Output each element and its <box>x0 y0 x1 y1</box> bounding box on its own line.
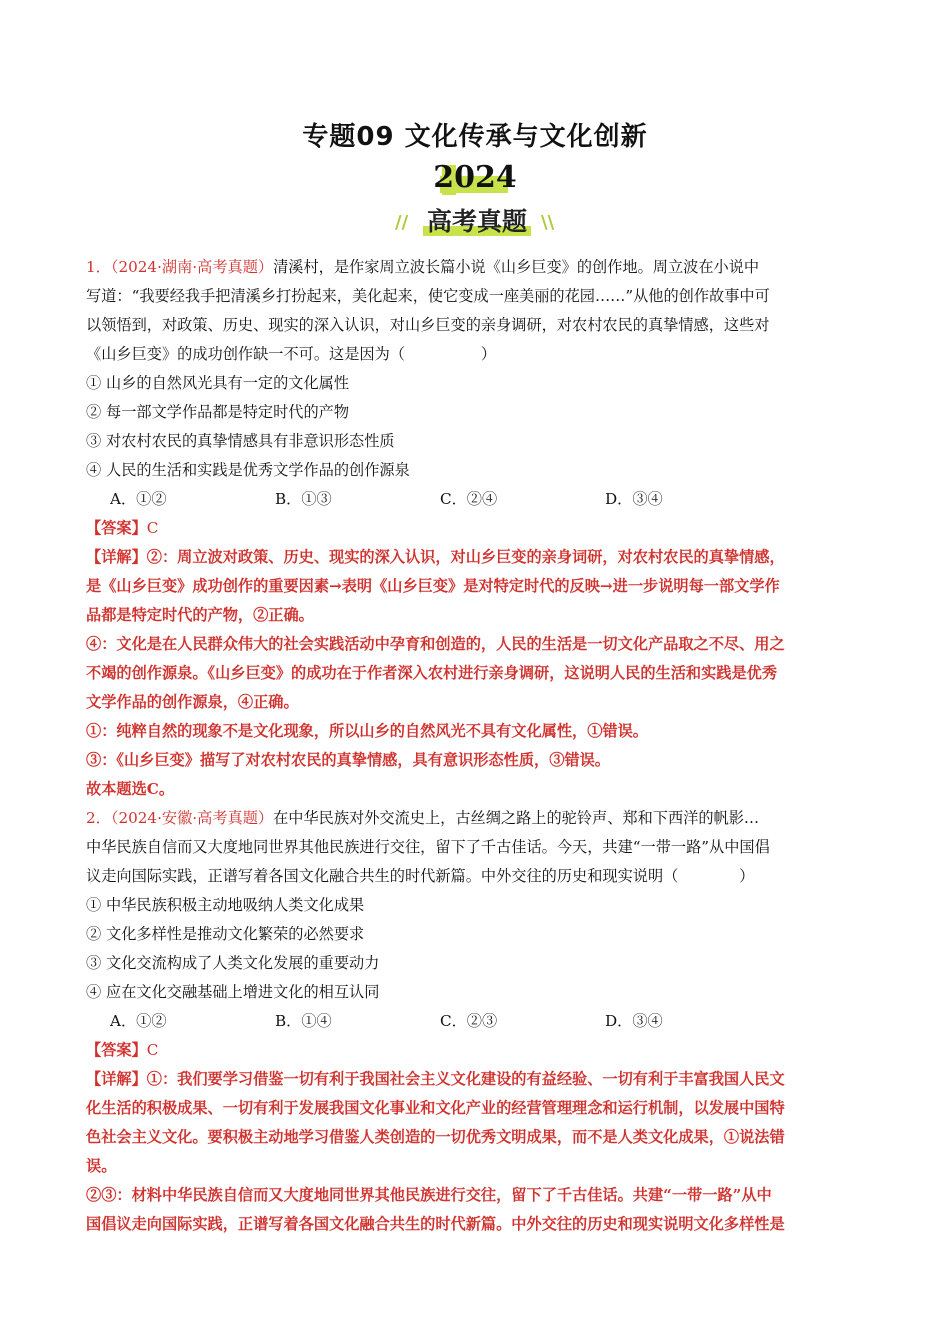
detail-text: ①：我们要学习借鉴一切有利于我国社会主义文化建设的有益经验、一切有利于丰富我国人民文 <box>146 1070 785 1088</box>
detail-label: 【详解】 <box>86 548 147 566</box>
detail-line: 是《山乡巨变》成功创作的重要因素→表明《山乡巨变》是对特定时代的反映→进一步说明每一部文学作 <box>86 577 780 595</box>
stem-line: 中华民族自信而又大度地同世界其他民族进行交往，留下了千古佳话。今天，共建“一带一路”从中国倡 <box>86 838 770 856</box>
detail-line: 文学作品的创作源泉，④正确。 <box>86 693 299 711</box>
section-banner <box>393 204 561 238</box>
option-a: A．①② <box>110 1012 167 1030</box>
answer-options <box>86 1007 862 1036</box>
question-1-stem <box>86 253 862 282</box>
detail-line: ①：纯粹自然的现象不是文化现象，所以山乡的自然风光不具有文化属性，①错误。 <box>86 722 648 740</box>
answer-value: C <box>146 519 159 537</box>
question-number: 1． <box>86 258 111 276</box>
detail-line: 误。 <box>86 1157 117 1175</box>
questions-content <box>86 253 862 1239</box>
detail-line: 不竭的创作源泉。《山乡巨变》的成功在于作者深入农村进行亲身调研，这说明人民的生活和实践是优秀 <box>86 664 778 682</box>
answer-label: 【答案】 <box>86 519 147 537</box>
detail-line: 品都是特定时代的产物，②正确。 <box>86 606 314 624</box>
statement-item: ② 文化多样性是推动文化繁荣的必然要求 <box>86 925 365 943</box>
stem-line: 写道：“我要经我手把清溪乡打扮起来，美化起来，使它变成一座美丽的花园……”从他的创作故事中可 <box>86 287 770 305</box>
answer-label: 【答案】 <box>86 1041 147 1059</box>
answer-options <box>86 485 862 514</box>
detail-label: 【详解】 <box>86 1070 147 1088</box>
detail-line: 国倡议走向国际实践，正谱写着各国文化融合共生的时代新篇。中外交往的历史和现实说明文化多样性是 <box>86 1215 785 1233</box>
year-heading <box>0 160 950 200</box>
banner-text: 高考真题 <box>426 207 527 236</box>
stem-line: 清溪村，是作家周立波长篇小说《山乡巨变》的创作地。周立波在小说中 <box>273 258 760 276</box>
detail-line: 色社会主义文化。要积极主动地学习借鉴人类创造的一切优秀文明成果，而不是人类文化成果，①说法错 <box>86 1128 785 1146</box>
stem-line: 议走向国际实践，正谱写着各国文化融合共生的时代新篇。中外交往的历史和现实说明（ ） <box>86 867 755 885</box>
statement-item: ④ 人民的生活和实践是优秀文学作品的创作源泉 <box>86 461 410 479</box>
option-c: C．②④ <box>440 490 498 508</box>
option-b: B．①④ <box>275 1012 332 1030</box>
question-source: （2024·安徽·高考真题） <box>110 809 274 827</box>
detail-line <box>86 1065 862 1094</box>
banner-slash-right-icon: \\ <box>541 212 555 233</box>
detail-line: ③：《山乡巨变》描写了对农村农民的真挚情感，具有意识形态性质，③错误。 <box>86 751 610 769</box>
question-2-stem <box>86 804 862 833</box>
option-b: B．①③ <box>275 490 332 508</box>
option-a: A．①② <box>110 490 167 508</box>
detail-line <box>86 543 862 572</box>
statement-item: ① 中华民族积极主动地吸纳人类文化成果 <box>86 896 365 914</box>
statement-item: ③ 对农村农民的真挚情感具有非意识形态性质 <box>86 432 395 450</box>
detail-text: ②：周立波对政策、历史、现实的深入认识，对山乡巨变的亲身词研，对农村农民的真挚情感， <box>146 548 785 566</box>
document-title: 专题09 文化传承与文化创新 <box>302 122 648 152</box>
statement-item: ③ 文化交流构成了人类文化发展的重要动力 <box>86 954 380 972</box>
answer-line <box>86 1036 862 1065</box>
answer-line <box>86 514 862 543</box>
stem-line: 在中华民族对外交流史上，古丝绸之路上的驼铃声、郑和下西洋的帆影… <box>273 809 760 827</box>
detail-line: 化生活的积极成果、一切有利于发展我国文化事业和文化产业的经营管理理念和运行机制，以发展中国特 <box>86 1099 785 1117</box>
option-c: C．②③ <box>440 1012 498 1030</box>
statement-item: ④ 应在文化交融基础上增进文化的相互认同 <box>86 983 380 1001</box>
option-d: D．③④ <box>605 1012 663 1030</box>
statement-item: ① 山乡的自然风光具有一定的文化属性 <box>86 374 350 392</box>
answer-value: C <box>146 1041 159 1059</box>
option-d: D．③④ <box>605 490 663 508</box>
detail-line: ④：文化是在人民群众伟大的社会实践活动中孕育和创造的，人民的生活是一切文化产品取之不尽、用之 <box>86 635 785 653</box>
stem-line: 以领悟到，对政策、历史、现实的深入认识，对山乡巨变的亲身调研，对农村农民的真挚情感，这些对 <box>86 316 770 334</box>
conclusion-line: 故本题选C。 <box>86 780 175 798</box>
stem-line: 《山乡巨变》的成功创作缺一不可。这是因为（ ） <box>86 345 497 363</box>
banner-slash-left-icon: // <box>395 212 409 233</box>
statement-item: ② 每一部文学作品都是特定时代的产物 <box>86 403 350 421</box>
question-number: 2． <box>86 809 111 827</box>
detail-line: ②③：材料中华民族自信而又大度地同世界其他民族进行交往，留下了千古佳话。共建“一带一路”从中 <box>86 1186 772 1204</box>
question-source: （2024·湖南·高考真题） <box>110 258 274 276</box>
year-text: 2024 <box>433 160 517 195</box>
